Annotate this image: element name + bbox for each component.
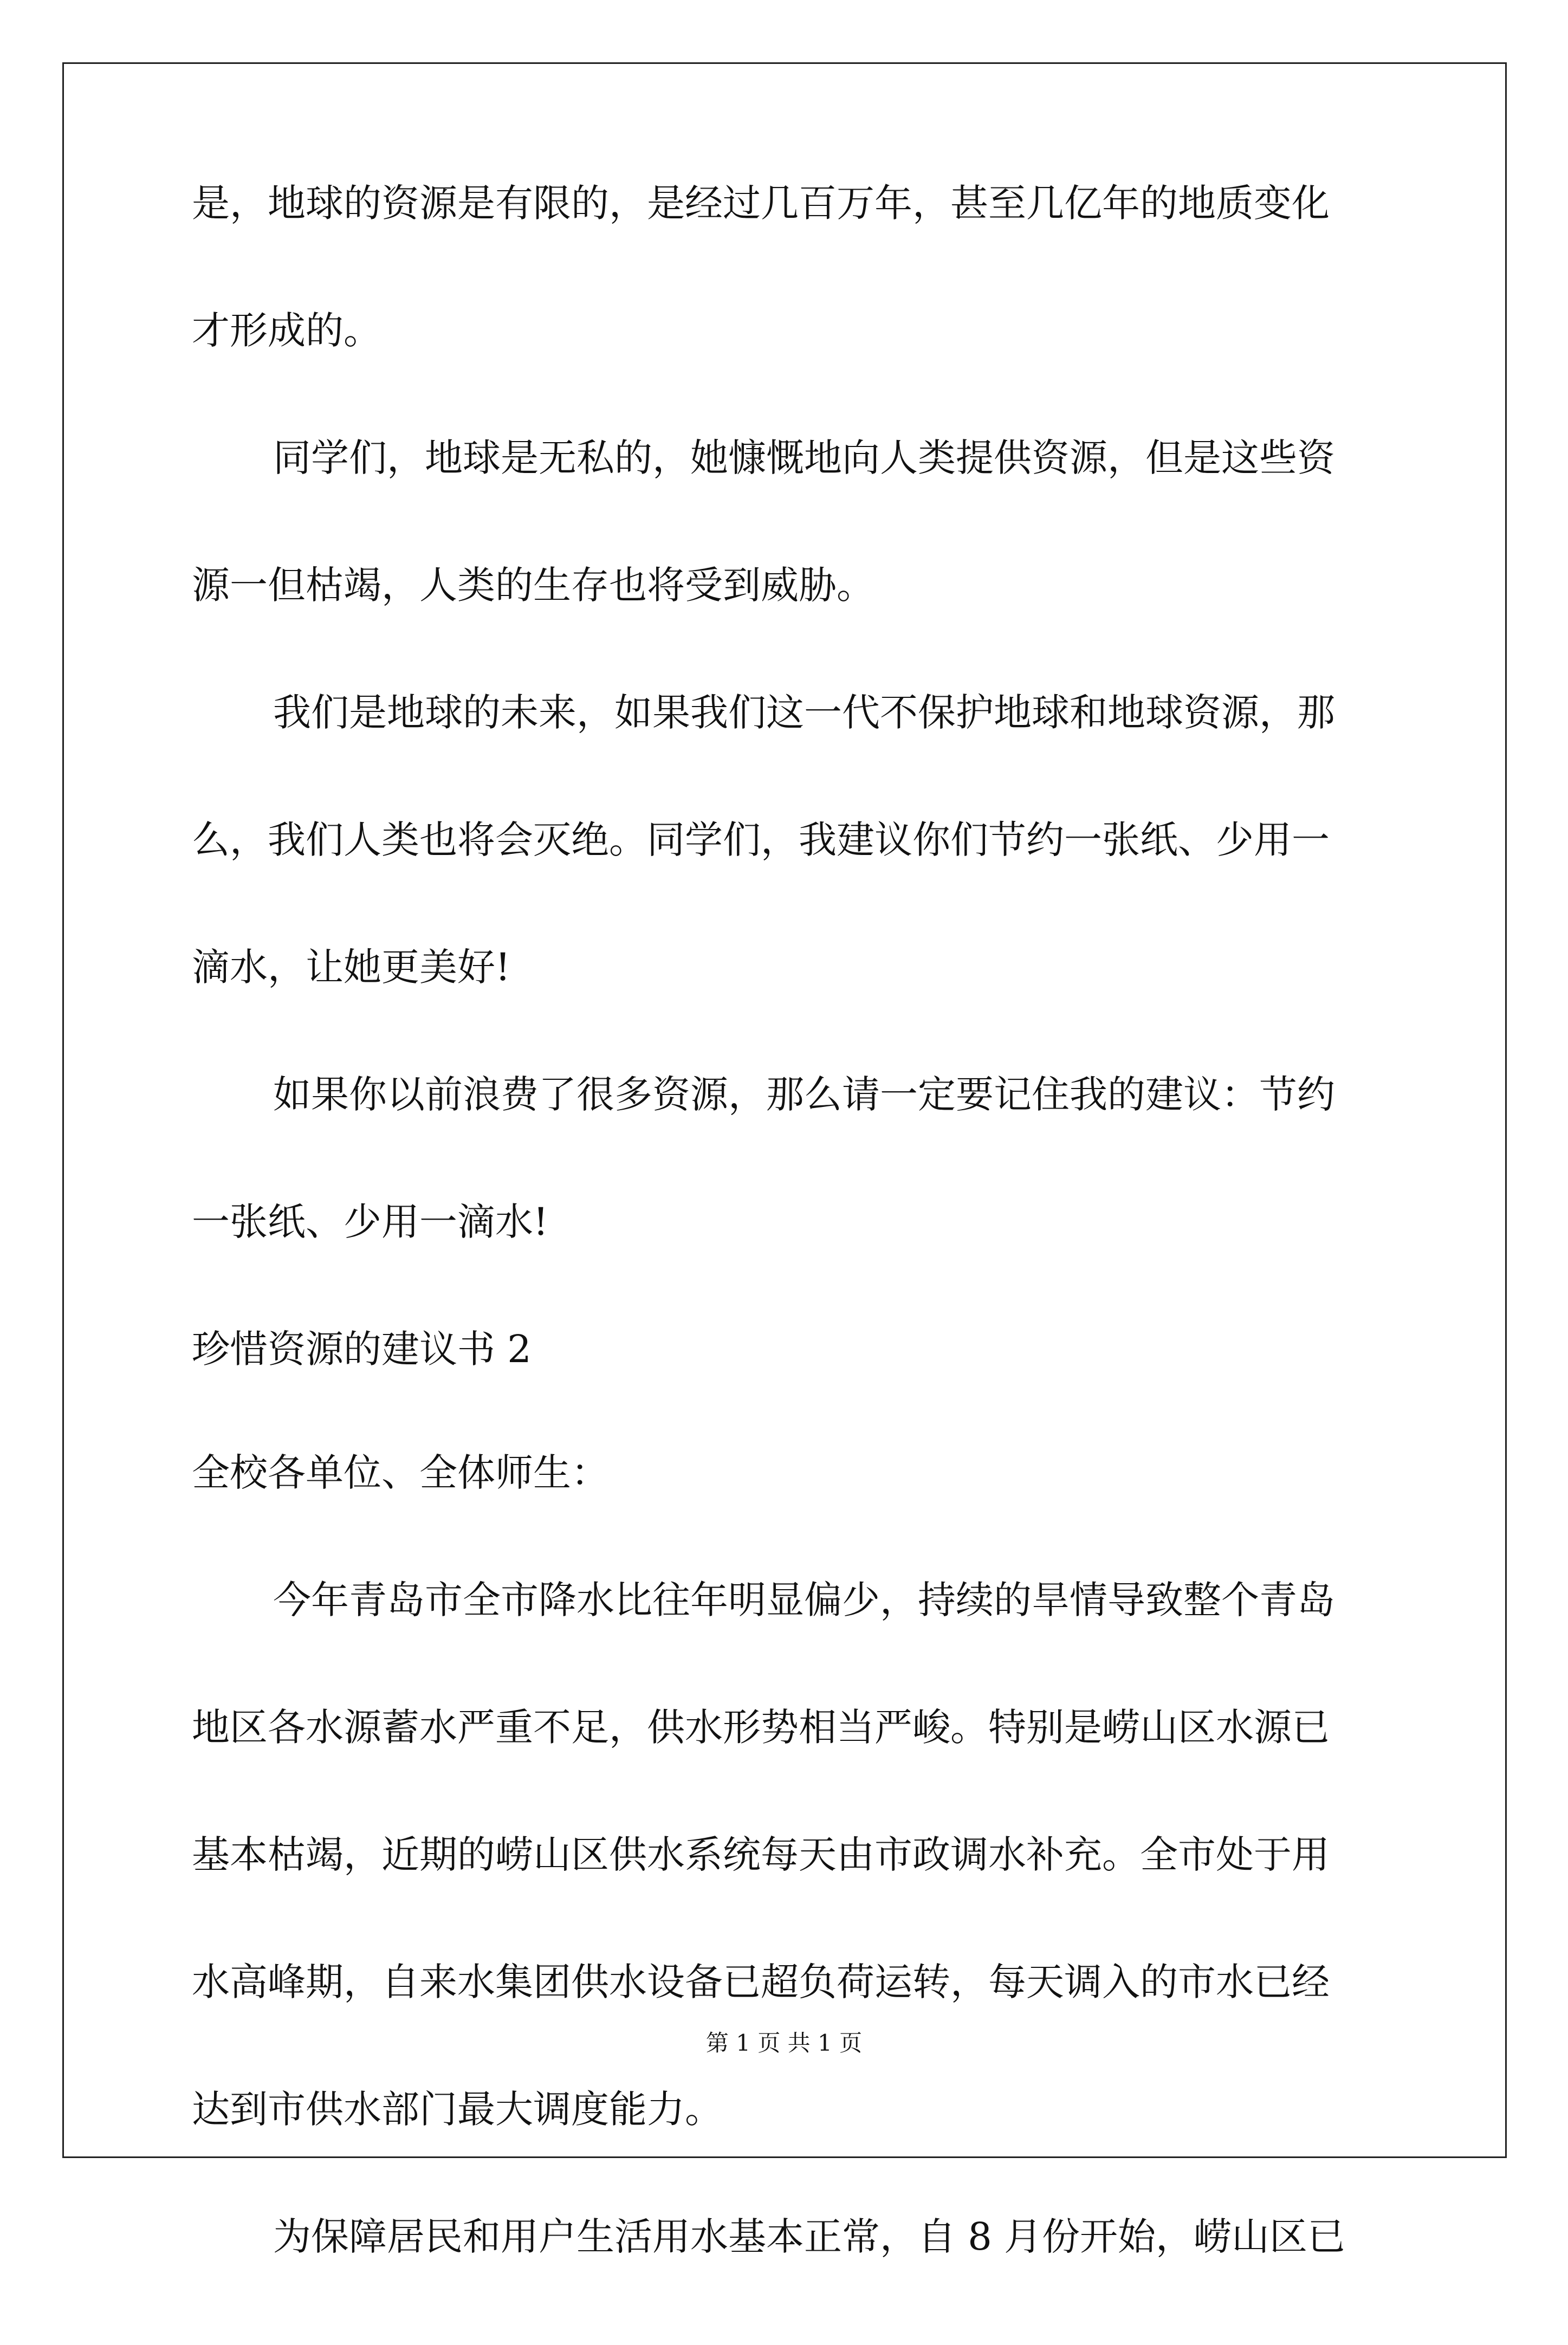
- paragraph-line: 水高峰期，自来水集团供水设备已超负荷运转，每天调入的市水已经: [192, 1960, 1330, 2004]
- paragraph-line: 如果你以前浪费了很多资源，那么请一定要记住我的建议：节约: [273, 1072, 1335, 1117]
- paragraph-line: 达到市供水部门最大调度能力。: [192, 2087, 723, 2132]
- paragraph-line: 是，地球的资源是有限的，是经过几百万年，甚至几亿年的地质变化: [192, 181, 1330, 225]
- paragraph-line: 地区各水源蓄水严重不足，供水形势相当严峻。特别是崂山区水源已: [192, 1705, 1330, 1750]
- paragraph-line: 同学们，地球是无私的，她慷慨地向人类提供资源，但是这些资: [273, 436, 1335, 480]
- paragraph-line: 基本枯竭，近期的崂山区供水系统每天由市政调水补充。全市处于用: [192, 1832, 1330, 1877]
- paragraph-line: 我们是地球的未来，如果我们这一代不保护地球和地球资源，那: [273, 690, 1335, 735]
- paragraph-line: 源一但枯竭，人类的生存也将受到威胁。: [192, 563, 874, 607]
- paragraph-line: 今年青岛市全市降水比往年明显偏少，持续的旱情导致整个青岛: [273, 1578, 1335, 1622]
- paragraph-line: 滴水，让她更美好!: [192, 945, 511, 989]
- paragraph-line: 为保障居民和用户生活用水基本正常，自 8 月份开始，崂山区已: [273, 2214, 1346, 2259]
- section-heading: 珍惜资源的建议书 2: [192, 1327, 532, 1371]
- salutation-line: 全校各单位、全体师生：: [192, 1450, 609, 1495]
- paragraph-line: 一张纸、少用一滴水!: [192, 1200, 549, 1244]
- document-body: [192, 181, 1384, 2345]
- paragraph-line: 么，我们人类也将会灭绝。同学们，我建议你们节约一张纸、少用一: [192, 818, 1330, 862]
- page-number-footer: 第 1 页 共 1 页: [705, 2030, 863, 2056]
- paragraph-line: 才形成的。: [192, 308, 381, 353]
